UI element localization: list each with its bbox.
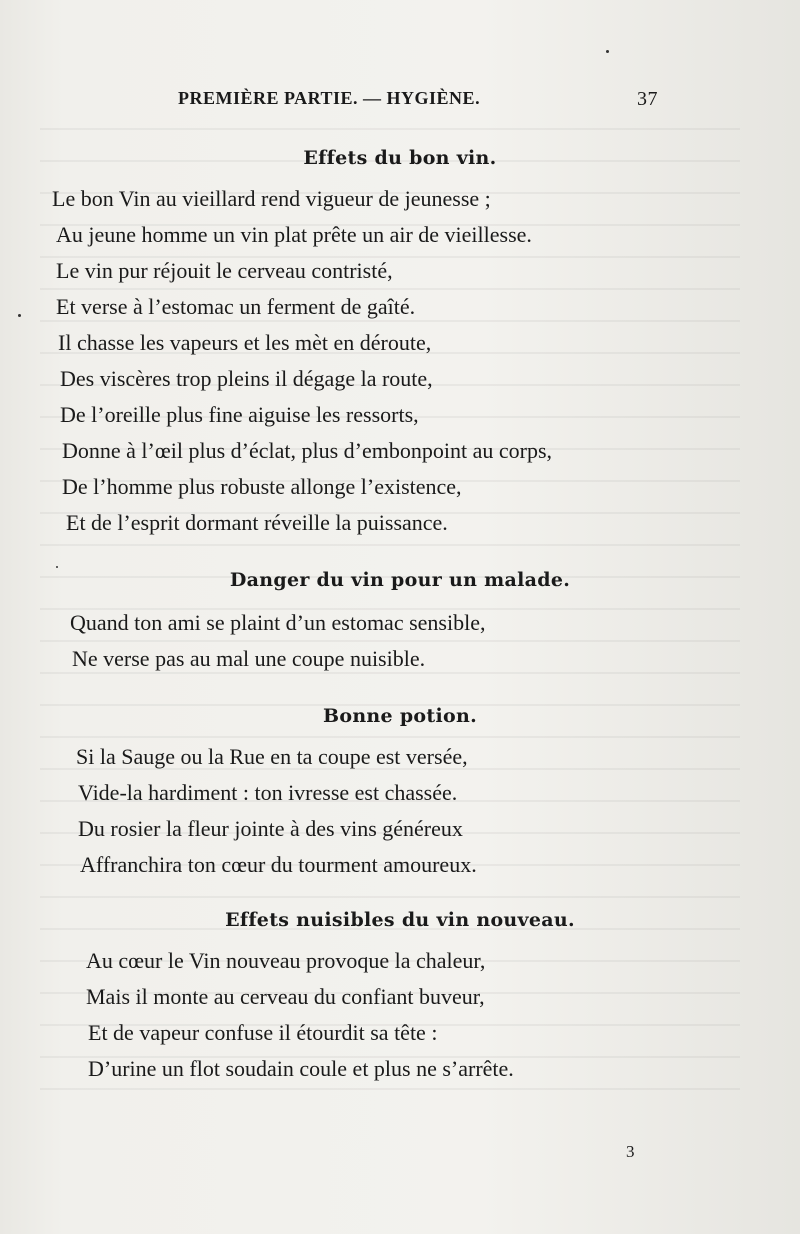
verse-line: De l’oreille plus fine aiguise les ressorts, [60, 402, 419, 427]
running-header [178, 88, 658, 114]
verse-line: Quand ton ami se plaint d’un estomac sensible, [70, 610, 486, 635]
signature-mark: 3 [626, 1142, 635, 1161]
verse-line: Si la Sauge ou la Rue en ta coupe est versée, [76, 744, 468, 769]
verse-line: Affranchira ton cœur du tourment amoureux. [80, 852, 477, 877]
page-number: 37 [637, 88, 658, 110]
verse-line: Le bon Vin au vieillard rend vigueur de jeunesse ; [52, 186, 491, 211]
verse-line: Il chasse les vapeurs et les mѐt en déroute, [58, 330, 432, 355]
verse-line: Donne à l’œil plus d’éclat, plus d’embonpoint au corps, [62, 438, 553, 463]
section-heading: Bonne potion. [322, 705, 478, 727]
ink-speck [606, 50, 609, 53]
ink-speck [56, 566, 58, 568]
verse-line: Des viscères trop pleins il dégage la route, [60, 366, 433, 391]
verse-line: Et de l’esprit dormant réveille la puissance. [66, 510, 448, 535]
verse-line: De l’homme plus robuste allonge l’existence, [62, 474, 462, 499]
verse-line: Mais il monte au cerveau du confiant buveur, [86, 984, 485, 1009]
verse-line: Le vin pur réjouit le cerveau contristé, [56, 258, 393, 283]
section-heading: Effets nuisibles du vin nouveau. [225, 909, 575, 931]
verse-line: Du rosier la fleur jointe à des vins généreux [78, 816, 463, 841]
verse-line: Et verse à l’estomac un ferment de gaîté. [56, 294, 416, 319]
running-title: PREMIÈRE PARTIE. — HYGIÈNE. [178, 88, 481, 108]
verse-line: D’urine un flot soudain coule et plus ne s’arrête. [88, 1056, 514, 1081]
verse-line: Vide-la hardiment : ton ivresse est chassée. [78, 780, 458, 805]
section-heading: Effets du bon vin. [303, 147, 497, 169]
verse-line: Au jeune homme un vin plat prête un air de vieillesse. [56, 222, 532, 247]
verse-line: Au cœur le Vin nouveau provoque la chaleur, [86, 948, 486, 973]
verse-line: Ne verse pas au mal une coupe nuisible. [72, 646, 426, 671]
verse-line: Et de vapeur confuse il étourdit sa tête : [88, 1020, 438, 1045]
section-heading: Danger du vin pour un malade. [229, 569, 571, 591]
ink-speck [18, 314, 21, 317]
